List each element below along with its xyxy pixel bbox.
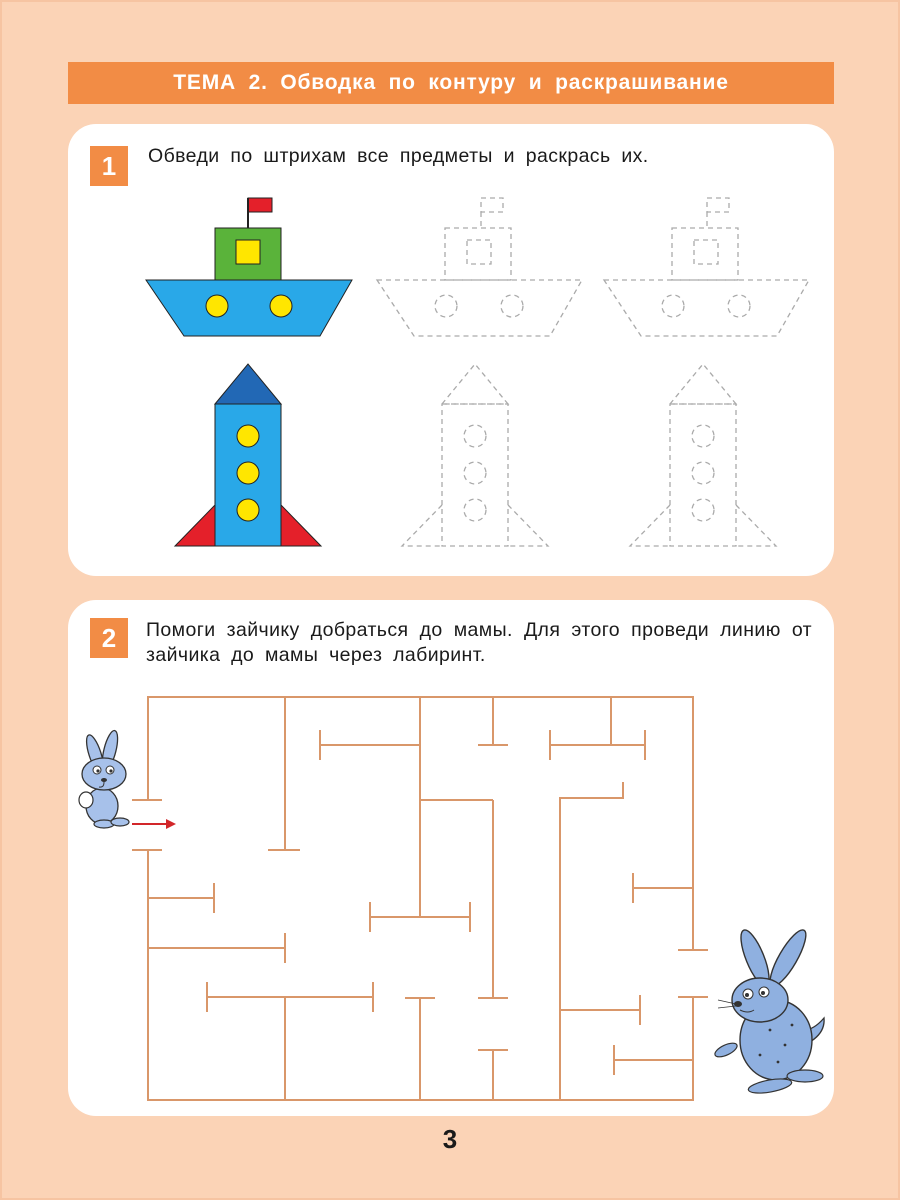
rocket-window <box>237 499 259 521</box>
task-1-instruction: Обведи по штрихам все предметы и раскрась их. <box>148 145 649 167</box>
maze <box>132 697 708 1100</box>
baby-rabbit-illustration <box>79 729 129 828</box>
dashed-rocket-2 <box>630 364 776 546</box>
rocket-window <box>237 425 259 447</box>
mother-rabbit-illustration <box>713 926 824 1096</box>
rocket-fin-left <box>175 505 215 546</box>
dashed-rocket-1 <box>402 364 548 546</box>
dashed-ship-1 <box>377 198 582 336</box>
ship-porthole <box>206 295 228 317</box>
rocket-window <box>237 462 259 484</box>
page-number: 3 <box>442 1124 458 1154</box>
ship-flag <box>248 198 272 212</box>
task-2-instruction: Помоги зайчику добраться до мамы. Для этого проведи линию от зайчика до мамы через лабиринт. <box>146 619 812 666</box>
rocket-fin-right <box>281 505 321 546</box>
rocket-nose <box>215 364 281 404</box>
colored-ship <box>146 198 352 336</box>
dashed-ship-2 <box>604 198 809 336</box>
ship-hull <box>146 280 352 336</box>
ship-window <box>236 240 260 264</box>
start-arrow <box>132 819 176 829</box>
task-2-number: 2 <box>90 618 128 658</box>
colored-rocket <box>175 364 321 546</box>
theme-header: ТЕМА 2. Обводка по контуру и раскрашивание <box>68 62 834 104</box>
ship-porthole <box>270 295 292 317</box>
task-1-number: 1 <box>90 146 128 186</box>
